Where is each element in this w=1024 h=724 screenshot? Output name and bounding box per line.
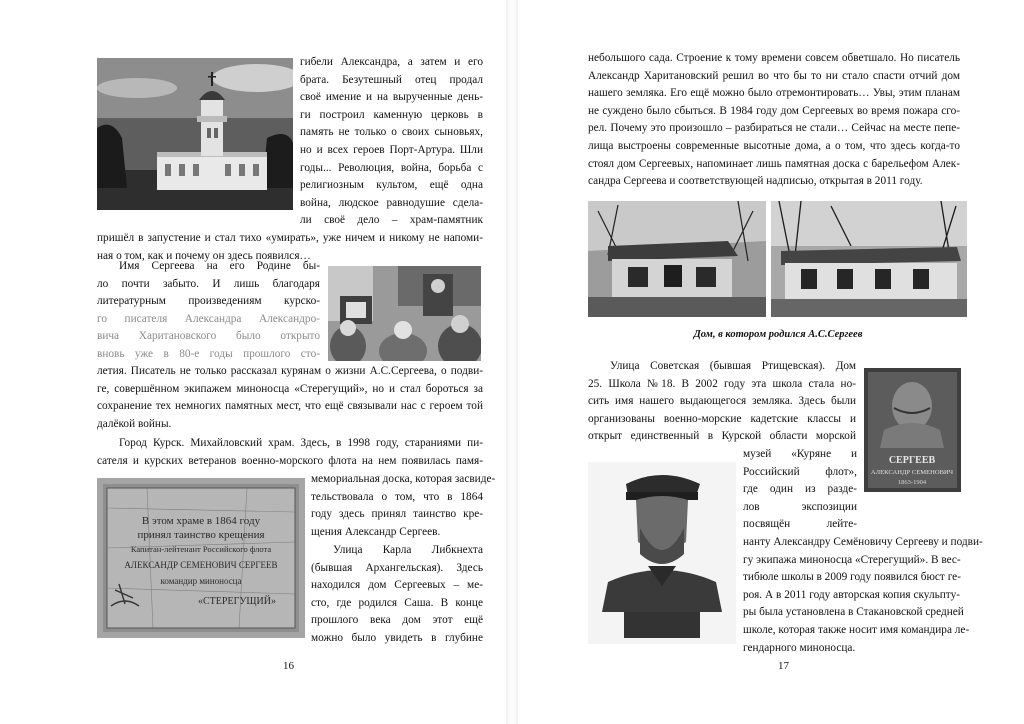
text-line: (бывшая Архангельская). Здесь [311, 561, 483, 574]
house-photo-right [771, 201, 967, 317]
text-line: ная о том, как и почему он здесь появился… [97, 249, 311, 262]
text-fragment: летия. [97, 365, 127, 377]
bust-sculpture-photo [588, 462, 736, 644]
text-line: тибюле школы в 2009 году появился бюст ге- [743, 571, 961, 584]
memorial-years: 1863-1904 [897, 479, 927, 486]
text-line: небольшого сада. Строение к тому времени совсем обветшало. Но писатель [588, 52, 960, 64]
text-line: война, людское равнодушие сдела- [300, 196, 483, 209]
left-paragraph-2-beside-photo [97, 258, 320, 364]
text-line: открыт единственный в Курской области морской [588, 430, 856, 443]
memorial-plaque-photo [97, 478, 305, 638]
text-line [97, 363, 483, 381]
text-line: ли своё дело – храм-памятник [300, 214, 483, 227]
plaque-text-line: Капитан-лейтенант Российского флота [130, 544, 272, 554]
text-line: Улица Карла Либкнехта [333, 544, 483, 556]
text-line: 25. Школа №18. В 2002 году эта школа стала но- [588, 377, 856, 390]
text-line: находился дом Сергеевых – ме- [311, 579, 483, 592]
text-line: гендарного миноносца. [743, 641, 856, 654]
text-line: Александр Харитановский решил во что бы то ни стало спасти отчий дом [588, 69, 960, 82]
text-line: литературным произведениям курско- [97, 295, 320, 308]
left-paragraph-1-beside-church [300, 54, 483, 230]
text-line: гу экипажа миноносца «Стерегущий». В вес- [743, 553, 961, 566]
text-line: Российский флот», [743, 465, 857, 478]
book-gutter [506, 0, 518, 724]
text-line: сандра Сергеева и соответствующей надписью, открытая в 2011 году. [588, 175, 923, 188]
left-paragraph-3-beside-plaque [311, 471, 496, 541]
memorial-name: СЕРГЕЕВ [888, 455, 936, 466]
text-line: нанту Александру Семёновичу Сергееву и подви- [743, 536, 983, 548]
text-line: лища выстроены современные высотные дома, а о том, что здесь когда-то [588, 139, 960, 152]
people-in-church-photo [328, 266, 481, 361]
text-line: музей «Куряне и [743, 448, 857, 460]
text-line: сто, где родился Саша. В конце [311, 596, 483, 609]
right-paragraph-2-narrow [743, 446, 857, 534]
text-line: щения Александр Сергеев. [311, 525, 441, 538]
text-line: можно было увидеть в глубине [311, 631, 483, 644]
text-line: организованы военно-морские кадетские классы и [588, 412, 856, 425]
text-fragment: Писатель не только рассказал курянам о жизни А.С.Сергеева, о подви- [130, 365, 483, 377]
text-line: вича Харитановского было открыто [97, 330, 320, 343]
text-line: сохранение тех немногих памятных мест, что ещё связывали нас с героем той [97, 400, 483, 413]
left-paragraph-2-full [97, 363, 483, 433]
text-line: го писателя Александра Александро- [97, 312, 320, 325]
text-line: сить имя нашего выдающегося земляка. Здесь были [588, 395, 856, 408]
plaque-text-line: АЛЕКСАНДР СЕМЕНОВИЧ СЕРГЕЕВ [124, 560, 278, 570]
text-line: мемориальная доска, которая засвиде- [311, 473, 496, 485]
text-line: сателя и курских ветеранов военно-морского флота на нем появилась памя- [97, 454, 483, 467]
text-line: Улица Советская (бывшая Ртищевская). Дом [610, 360, 856, 372]
page-17 [518, 0, 1024, 724]
page-number: 16 [283, 660, 294, 672]
text-line: Имя Сергеева на его Родине бы- [119, 260, 320, 272]
plaque-text-line: принял таинство крещения [137, 529, 265, 541]
left-paragraph-3-full [97, 435, 483, 470]
text-line: стоял дом Сергеевых, напоминает лишь памятная доска с барельефом Алек- [588, 157, 960, 170]
text-line: рел. Почему это произошло – разбираться не стали… Сейчас на месте пепе- [588, 122, 960, 135]
house-photo-left [588, 201, 766, 317]
text-line: гибели Александра, а затем и его [300, 56, 483, 68]
right-paragraph-2-tail [743, 534, 983, 657]
text-line: своё имение и на вырученные день- [300, 91, 483, 104]
plaque-text-line: командир миноносца [160, 576, 242, 586]
text-line: Город Курск. Михайловский храм. Здесь, в 1998 году, стараниями пи- [119, 437, 483, 449]
text-line: роя. А в 2011 году авторская копия скульпту- [743, 588, 960, 601]
right-paragraph-2-beside-plaque [588, 358, 856, 446]
text-line: нашего земляка. Его ещё можно было отремонтировать… Увы, этим планам [588, 87, 960, 100]
page-16 [0, 0, 506, 724]
text-line: лов экспозиции [743, 500, 857, 513]
left-paragraph-4-beside-plaque [311, 542, 483, 648]
text-line: году здесь принял таинство кре- [311, 508, 483, 521]
page-number: 17 [778, 660, 789, 672]
text-line: брата. Безутешный отец продал [300, 73, 483, 86]
text-line: далёкой войны. [97, 417, 172, 430]
text-line: где один из разде- [743, 483, 857, 496]
text-line: посвящён лейте- [743, 518, 857, 531]
text-line: ры была установлена в Стакановской средней [743, 606, 964, 619]
plaque-text-line: «СТЕРЕГУЩИЙ» [198, 596, 276, 607]
text-line: ге, совершённом экипажем миноносца «Стерегущий», но и стал бороться за [97, 382, 483, 395]
memorial-fullname: АЛЕКСАНДР СЕМЕНОВИЧ [870, 469, 954, 476]
text-line: годы... Революция, война, борьба с [300, 161, 483, 174]
text-line: религиозным культом, ещё одна [300, 179, 483, 192]
right-paragraph-1 [588, 50, 960, 191]
text-line: память не только о своих сыновьях, [300, 126, 483, 139]
plaque-text-line: В этом храме в 1864 году [141, 515, 261, 527]
text-line: школе, которая также носит имя командира ле- [743, 623, 970, 636]
text-line: но и всех героев Порт-Артура. Шли [300, 143, 483, 156]
house-photo-caption: Дом, в котором родился А.С.Сергеев [693, 329, 863, 340]
church-photo [97, 58, 293, 210]
text-line: не суждено было сбыться. В 1984 году дом Сергеевых во время пожара сго- [588, 104, 960, 117]
text-line: ги построил каменную церковь в [300, 108, 483, 121]
text-line: вновь уже в 80-е годы прошлого сто- [97, 347, 320, 360]
text-line: прошлого века дом этот ещё [311, 614, 483, 627]
text-line: пришёл в запустение и стал тихо «умирать», уже ничем и никому не напоми- [97, 232, 483, 244]
text-line: ло почти забыто. И лишь благодаря [97, 277, 320, 290]
memorial-bas-relief-photo [864, 368, 961, 492]
text-line: тельствовала о том, что в 1864 [311, 490, 483, 503]
